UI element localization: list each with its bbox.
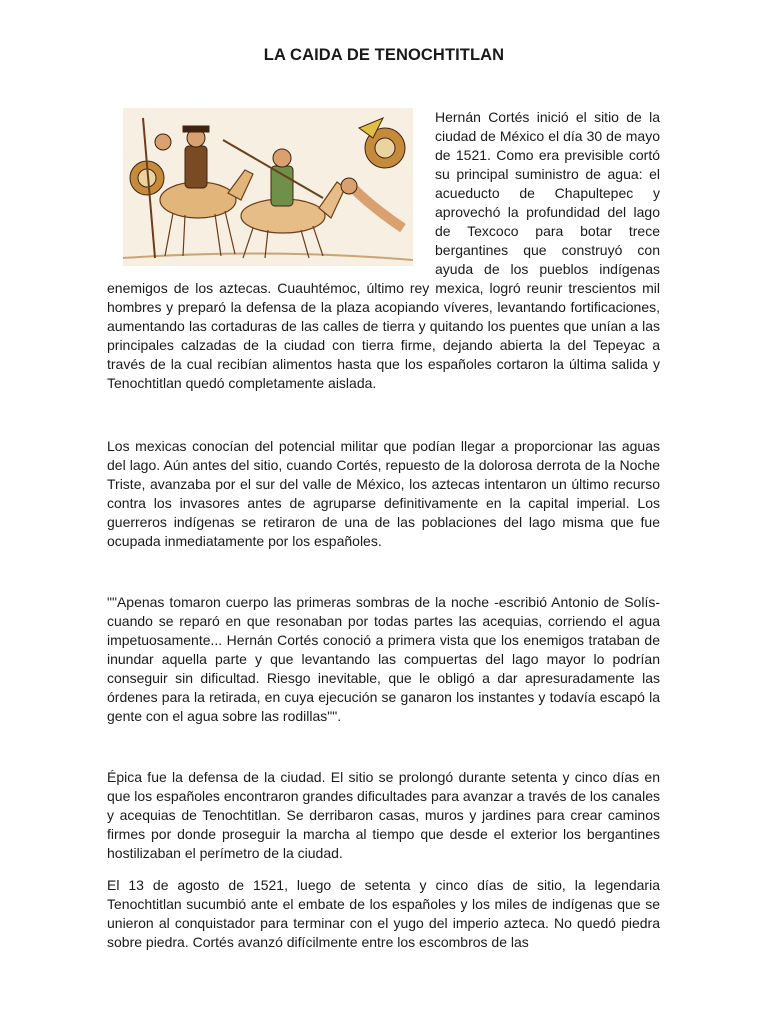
paragraph-5: El 13 de agosto de 1521, luego de setenta y cinco días de sitio, la legendaria Tenochtitlan sucumbió ante el embate de los españoles y los miles de indígenas que se unieron al conquistador para terminar con el yugo del imperio azteca. No quedó piedra sobre piedra. Cortés avanzó difícilmente entre los escombros de las	[107, 877, 660, 950]
paragraph-2: Los mexicas conocían del potencial militar que podían llegar a proporcionar las aguas del lago. Aún antes del sitio, cuando Cortés, repuesto de la dolorosa derrota de la Noche Triste, avanzaba por el sur del valle de México, los aztecas intentaron un último recurso contra los invasores antes de agruparse definitivamente en la capital imperial. Los guerreros indígenas se retiraron de una de las poblaciones del lago misma que fue ocupada inmediatamente por los españoles.	[107, 438, 660, 549]
page-title: LA CAIDA DE TENOCHTITLAN	[263, 46, 505, 64]
paragraph-1-text: Hernán Cortés inició el sitio de la ciudad de México el día 30 de mayo de 1521. Como era previsible cortó su principal suministro de agua: el acueducto de Chapultepec y aprovechó la profundidad del lago de Texcoco para botar trece bergantines que construyó con ayuda de los pueblos indígenas enemigos de los aztecas. Cuauhtémoc, último rey mexica, logró reunir trescientos mil hombres y preparó la defensa de la plaza acopiando víveres, levantando fortificaciones, aumentando las cortaduras de las calles de tierra y quitando los puentes que unían a las principales calzadas de la ciudad con tierra firme, dejando abierta la del Tepeyac a través de la cual recibían alimentos hasta que los españoles cortaron la última salida y Tenochtitlan quedó completamente aislada.	[107, 109, 660, 391]
paragraph-4: Épica fue la defensa de la ciudad. El sitio se prolongó durante setenta y cinco días en que los españoles encontraron grandes dificultades para avanzar a través de los canales y acequias de Tenochtitlan. Se derribaron casas, muros y jardines para crear caminos firmes por donde proseguir la marcha al tiempo que desde el exterior los bergantines hostilizaban el perímetro de la ciudad.	[107, 769, 660, 861]
codex-battle-illustration-icon	[123, 108, 423, 268]
paragraph-1	[107, 108, 660, 393]
paragraph-3-quote: ""Apenas tomaron cuerpo las primeras sombras de la noche -escribió Antonio de Solís- cuando se reparó en que resonaban por todas partes las acequias, corriendo el agua impetuosamente... Hernán Cortés conoció a primera vista que los enemigos trataban de inundar aquella parte y que levantando las compuertas del lago mayor lo podrían conseguir sin dificultad. Riesgo inevitable, que le obligó a dar apresuradamente las órdenes para la retirada, en cuya ejecución se ganaron los instantes y todavía escapó la gente con el agua sobre las rodillas"".	[107, 594, 660, 724]
